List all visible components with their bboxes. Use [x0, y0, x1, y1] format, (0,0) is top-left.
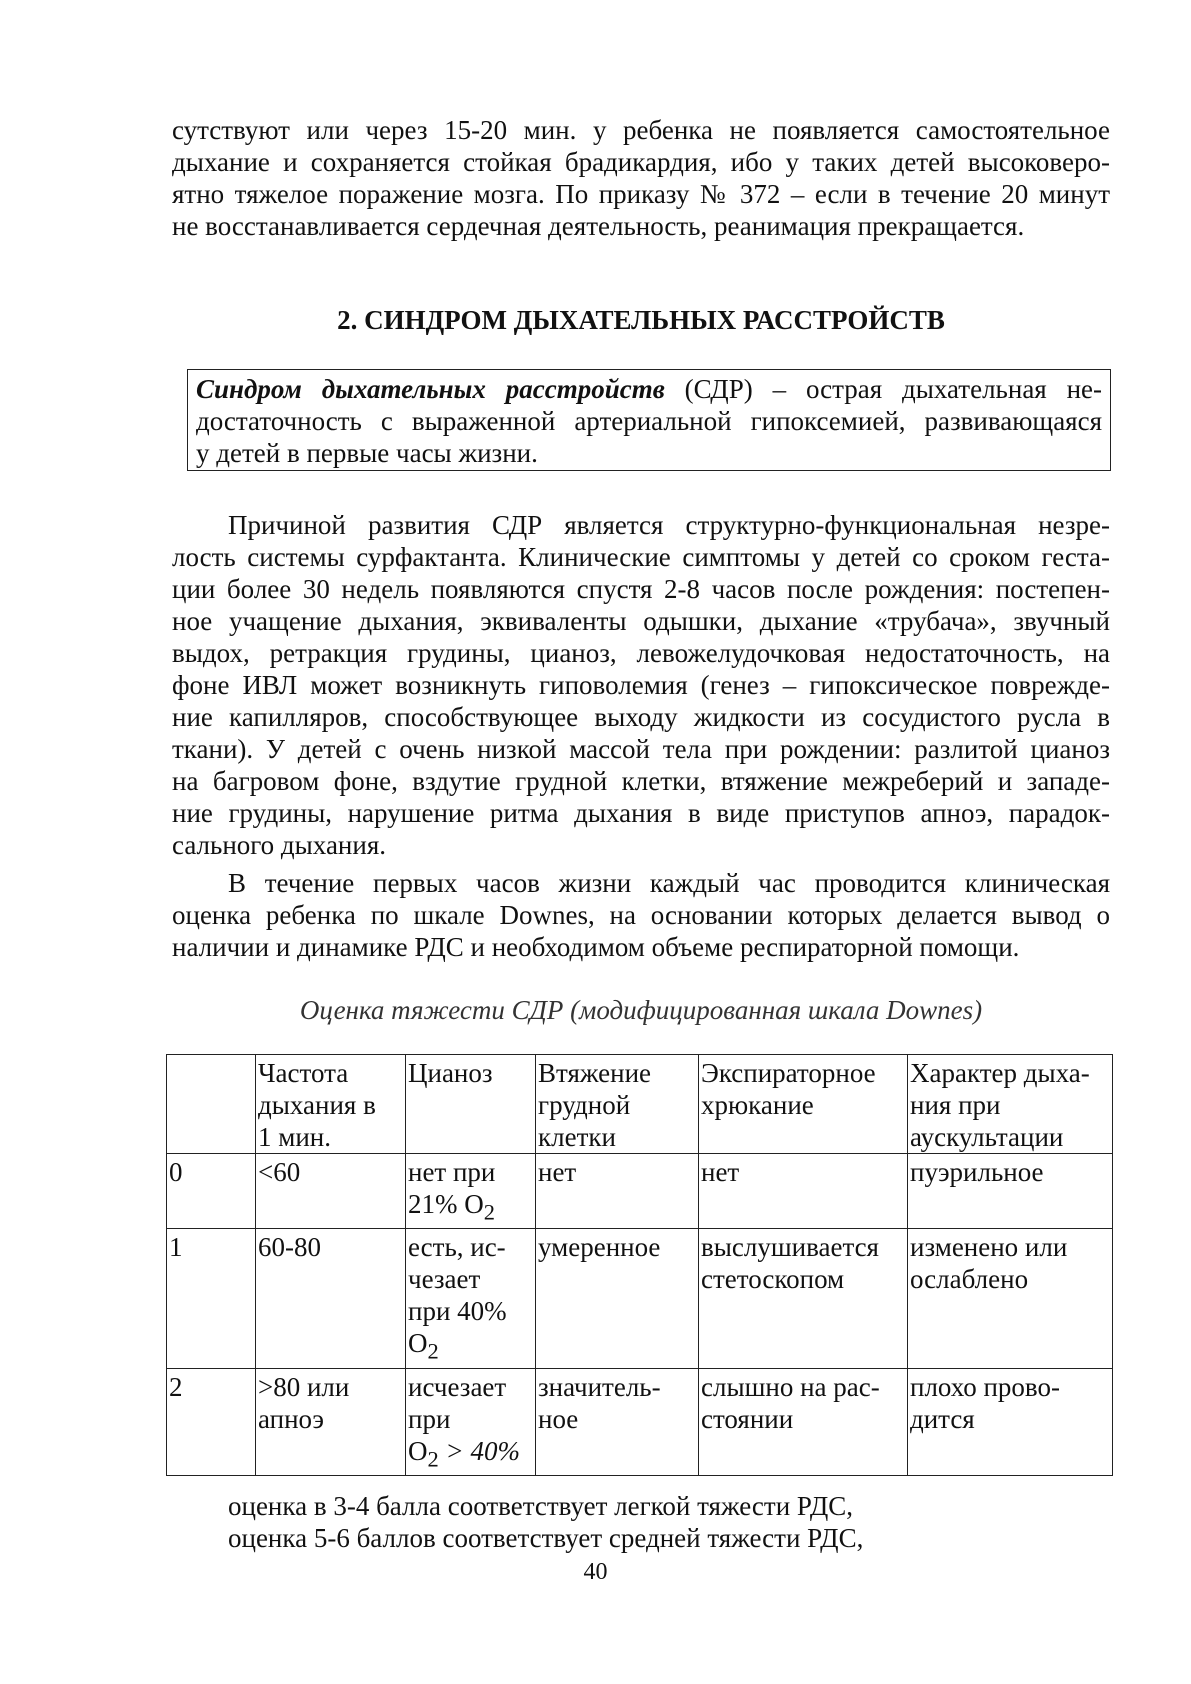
cell-text [408, 1188, 533, 1228]
cell-text: чезает [408, 1264, 481, 1295]
cell-text: изменено или [910, 1232, 1068, 1263]
header-text: Частота [258, 1058, 349, 1088]
cell-text: стетоскопом [701, 1264, 845, 1295]
text-line: ние капилляров, способствующее выходу жидкости из сосудистого русла в [172, 702, 1110, 732]
cell-text: нет [538, 1157, 577, 1187]
definition-term: Синдром дыхательных расстройств [196, 374, 665, 404]
cell-score: 2 [167, 1368, 256, 1475]
text-line: оценка ребенка по шкале Downes, на основании которых делается вывод о [172, 900, 1110, 930]
cell-text: выслушивается [701, 1232, 879, 1263]
cell-grunting [699, 1368, 908, 1475]
text-line: фоне ИВЛ может возникнуть гиповолемия (генез – гипоксическое поврежде- [172, 670, 1110, 700]
definition-text: (СДР) – острая дыхательная не- [664, 374, 1102, 404]
table-row [167, 1154, 1113, 1229]
text-line: Причиной развития СДР является структурно-функциональная незре- [228, 510, 1110, 540]
text-line: ние грудины, нарушение ритма дыхания в виде приступов апноэ, парадок- [172, 798, 1110, 828]
cell-text: 60-80 [258, 1232, 321, 1263]
header-text: клетки [538, 1122, 616, 1152]
cell-text: нет [701, 1157, 740, 1187]
body-paragraph-causes [172, 509, 1110, 861]
text-line: ное учащение дыхания, эквиваленты одышки, дыхание «трубача», звучный [172, 606, 1110, 636]
text-line: В течение первых часов жизни каждый час проводится клиническая [228, 868, 1110, 898]
subscript: 2 [427, 1338, 439, 1364]
text-line: оценка в 3-4 балла соответствует легкой тяжести РДС, [228, 1491, 854, 1521]
table-caption: Оценка тяжести СДР (модифицированная шкала Downes) [299, 995, 983, 1025]
cell-score: 0 [167, 1154, 256, 1229]
cell-text: значитель- [538, 1371, 661, 1402]
header-text: хрюкание [701, 1090, 814, 1120]
text-line: выдох, ретракция грудины, цианоз, левожелудочковая недостаточность, на [172, 638, 1110, 668]
cell-text: нет при [408, 1157, 496, 1187]
header-cell-score [167, 1055, 256, 1154]
score-interpretation [228, 1490, 863, 1554]
text-line: наличии и динамике РДС и необходимом объеме респираторной помощи. [172, 932, 1020, 962]
page-number: 40 [583, 1559, 608, 1585]
cell-text: при 40% [408, 1296, 507, 1327]
header-cell-rate [256, 1055, 406, 1154]
cell-text: >80 или [258, 1371, 350, 1402]
cell-cyanosis [406, 1154, 536, 1229]
cell-text: дится [910, 1403, 975, 1434]
header-cell-auscultation [908, 1055, 1113, 1154]
header-text: Втяжение [538, 1058, 652, 1088]
cell-text-part: O [408, 1435, 428, 1466]
header-cell-cyanosis [406, 1055, 536, 1154]
cell-rate [256, 1154, 406, 1229]
cell-auscultation [908, 1368, 1113, 1475]
cell-cyanosis [406, 1229, 536, 1368]
cell-text: стоянии [701, 1403, 794, 1434]
table-row [167, 1229, 1113, 1368]
definition-line: у детей в первые часы жизни. [196, 438, 538, 468]
cell-text: ное [538, 1403, 579, 1434]
cell-cyanosis [406, 1368, 536, 1475]
definition-line [196, 373, 1102, 405]
table-row [167, 1368, 1113, 1475]
cell-text: пуэрильное [910, 1157, 1044, 1187]
text-line: на багровом фоне, вздутие грудной клетки, втяжение межреберий и западе- [172, 766, 1110, 796]
section-heading: 2. СИНДРОМ ДЫХАТЕЛЬНЫХ РАССТРОЙСТВ [337, 305, 945, 335]
header-cell-grunting [699, 1055, 908, 1154]
header-text: ния при [910, 1090, 1001, 1120]
header-text: аускультации [910, 1122, 1064, 1152]
intro-paragraph [172, 114, 1110, 242]
text-line: ции более 30 недель появляются спустя 2-8 часов после рождения: постепен- [172, 574, 1110, 604]
cell-auscultation [908, 1229, 1113, 1368]
cell-grunting [699, 1229, 908, 1368]
header-text: Экспираторное [701, 1058, 876, 1088]
cell-grunting [699, 1154, 908, 1229]
header-text: Цианоз [408, 1058, 493, 1088]
cell-text: <60 [258, 1157, 301, 1187]
header-cell-retraction [536, 1055, 699, 1154]
text-line: дыхание и сохраняется стойкая брадикардия, ибо у таких детей высоковеро- [172, 147, 1110, 177]
header-text: 1 мин. [258, 1122, 331, 1152]
downes-score-table [166, 1054, 1113, 1476]
cell-retraction [536, 1154, 699, 1229]
body-paragraph-assessment [172, 867, 1110, 963]
cell-text: плохо прово- [910, 1371, 1060, 1402]
definition-box [187, 369, 1111, 471]
header-text: Характер дыха- [910, 1058, 1090, 1088]
cell-text: слышно на рас- [701, 1371, 880, 1402]
cell-text: есть, ис- [408, 1232, 506, 1263]
cell-text-part: O [408, 1328, 428, 1359]
subscript: 2 [427, 1446, 439, 1472]
cell-text: умеренное [538, 1232, 661, 1263]
cell-text-part: 21% O [408, 1189, 484, 1219]
text-line: ятно тяжелое поражение мозга. По приказу № 372 – если в течение 20 минут [172, 179, 1110, 209]
text-line: сального дыхания. [172, 830, 386, 860]
cell-text [408, 1435, 533, 1475]
cell-score: 1 [167, 1229, 256, 1368]
subscript: 2 [483, 1199, 495, 1225]
header-text: грудной [538, 1090, 631, 1120]
cell-text [408, 1327, 533, 1367]
text-line: лость системы сурфактанта. Клинические симптомы у детей со сроком геста- [172, 542, 1110, 572]
text-line: сутствуют или через 15-20 мин. у ребенка не появляется самостоятельное [172, 115, 1110, 145]
text-line: оценка 5-6 баллов соответствует средней тяжести РДС, [228, 1523, 864, 1553]
cell-text: апноэ [258, 1403, 324, 1434]
table-header-row [167, 1055, 1113, 1154]
header-text: дыхания в [258, 1090, 376, 1120]
cell-text: при [408, 1403, 451, 1434]
cell-rate [256, 1229, 406, 1368]
text-line: не восстанавливается сердечная деятельность, реанимация прекращается. [172, 211, 1025, 241]
text-line: ткани). У детей с очень низкой массой тела при рождении: разлитой цианоз [172, 734, 1110, 764]
cell-rate [256, 1368, 406, 1475]
cell-text: ослаблено [910, 1264, 1029, 1295]
cell-auscultation [908, 1154, 1113, 1229]
cell-text-part: > 40% [438, 1435, 520, 1466]
cell-text: исчезает [408, 1371, 507, 1402]
cell-retraction [536, 1368, 699, 1475]
definition-line: достаточность с выраженной артериальной гипоксемией, развивающаяся [196, 406, 1102, 436]
cell-retraction [536, 1229, 699, 1368]
